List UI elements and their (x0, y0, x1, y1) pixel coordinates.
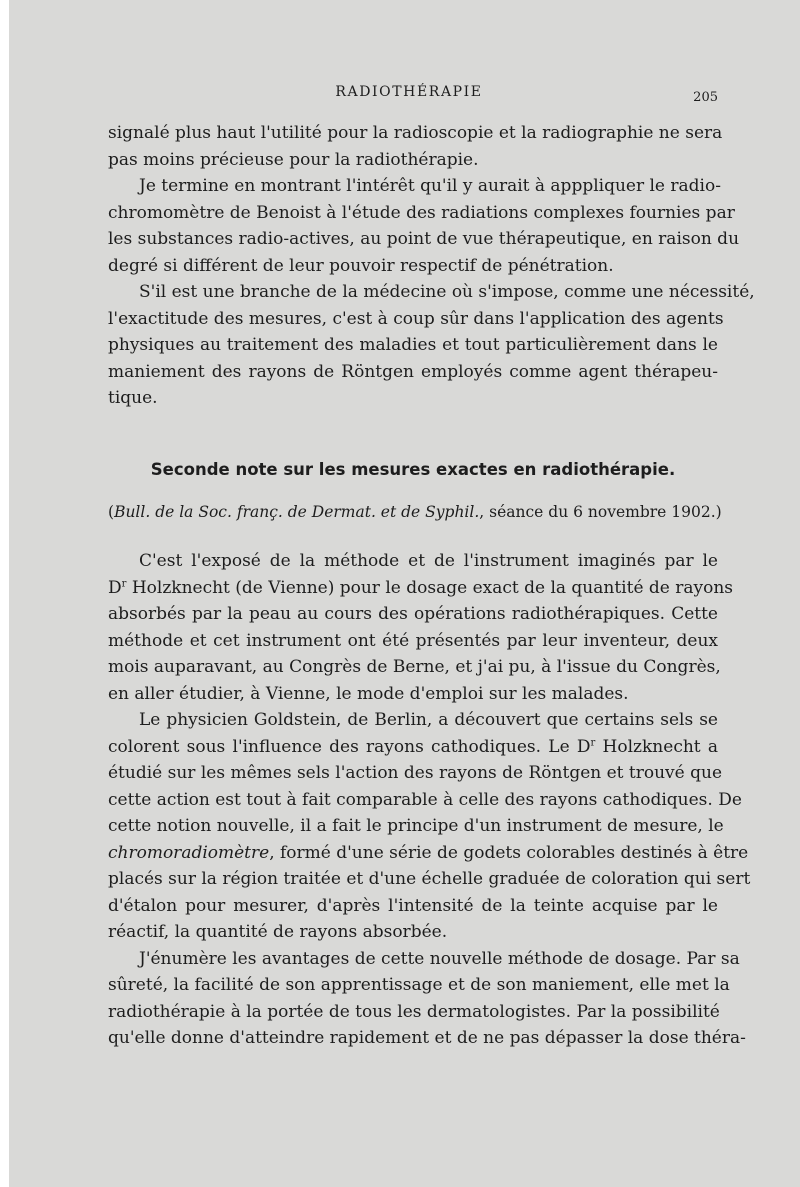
text-line: placés sur la région traitée et d'une échelle graduée de coloration qui sert (108, 869, 751, 889)
text-line: maniement des rayons de Röntgen employés comme agent thérapeu- (108, 361, 718, 382)
text-fragment: colorent sous l'influence des rayons cathodiques. Le D (108, 736, 591, 757)
text-line (108, 734, 718, 761)
text-line: d'étalon pour mesurer, d'après l'intensité de la teinte acquise par le (108, 895, 718, 916)
citation-source: Bull. de la Soc. franç. de Dermat. et de Syphil. (114, 503, 480, 521)
running-title: RADIOTHÉRAPIE (335, 84, 483, 100)
text-line: les substances radio-actives, au point de vue thérapeutique, en raison du (108, 229, 740, 249)
text-line: cette action est tout à fait comparable à celle des rayons cathodiques. De (108, 789, 742, 810)
paragraph (108, 946, 746, 1052)
text-line: mois auparavant, au Congrès de Berne, et j'ai pu, à l'issue du Congrès, (108, 657, 721, 677)
paragraph (108, 173, 740, 279)
text-line: Je termine en montrant l'intérêt qu'il y aurait à apppliquer le radio- (139, 176, 721, 196)
paragraph (108, 548, 734, 707)
text-line: cette notion nouvelle, il a fait le principe d'un instrument de mesure, le (108, 816, 724, 836)
text-line (108, 575, 734, 602)
section-title: Seconde note sur les mesures exactes en radiothérapie. (150, 460, 676, 479)
paragraph (108, 120, 723, 173)
text-line: signalé plus haut l'utilité pour la radioscopie et la radiographie ne sera (108, 123, 723, 143)
text-block-after-section (108, 548, 751, 1052)
page-margin-edge (0, 0, 9, 1187)
doctor-abbrev-superscript: r (590, 736, 596, 748)
section-citation (108, 503, 722, 521)
text-line: J'énumère les avantages de cette nouvelle méthode de dosage. Par sa (139, 948, 740, 969)
text-line: en aller étudier, à Vienne, le mode d'emploi sur les malades. (108, 683, 629, 704)
doctor-abbrev: D (108, 577, 122, 598)
text-line: physiques au traitement des maladies et tout particulièrement dans le (108, 335, 718, 355)
text-line: tique. (108, 388, 158, 408)
page-number: 205 (693, 90, 718, 105)
text-line: méthode et cet instrument ont été présentés par leur inventeur, deux (108, 630, 718, 651)
text-line: qu'elle donne d'atteindre rapidement et de ne pas dépasser la dose théra- (108, 1028, 746, 1048)
text-block-before-section (108, 120, 755, 412)
text-line: radiothérapie à la portée de tous les dermatologistes. Par la possibilité (108, 1001, 720, 1022)
text-line: sûreté, la facilité de son apprentissage et de son maniement, elle met la (108, 975, 730, 995)
text-line: chromomètre de Benoist à l'étude des radiations complexes fournies par (108, 202, 735, 223)
instrument-name: chromoradiomètre (108, 842, 270, 863)
text-line: S'il est une branche de la médecine où s'impose, comme une nécessité, (139, 282, 755, 302)
text-line: étudié sur les mêmes sels l'action des rayons de Röntgen et trouvé que (108, 763, 723, 783)
citation-open-paren: ( (108, 503, 115, 521)
text-line: C'est l'exposé de la méthode et de l'instrument imaginés par le (139, 551, 718, 571)
paragraph (108, 707, 751, 946)
doctor-abbrev-superscript: r (121, 577, 127, 589)
text-line: l'exactitude des mesures, c'est à coup sûr dans l'application des agents (108, 308, 724, 329)
text-line: Le physicien Goldstein, de Berlin, a découvert que certains sels se (139, 710, 718, 730)
paragraph (108, 279, 755, 412)
page-header (108, 84, 718, 108)
text-line: réactif, la quantité de rayons absorbée. (108, 922, 448, 942)
text-fragment: Holzknecht a (595, 736, 718, 757)
citation-date: , séance du 6 novembre 1902. (479, 503, 716, 521)
text-line: absorbés par la peau au cours des opérations radiothérapiques. Cette (108, 604, 718, 624)
text-fragment: , formé d'une série de godets colorables destinés à être (269, 842, 749, 863)
text-line: degré si différent de leur pouvoir respectif de pénétration. (108, 255, 614, 276)
text-fragment: Holzknecht (de Vienne) pour le dosage exact de la quantité de rayons (126, 577, 734, 598)
text-line (108, 840, 749, 867)
text-line: pas moins précieuse pour la radiothérapie. (108, 149, 479, 170)
citation-close-paren: ) (715, 503, 722, 521)
